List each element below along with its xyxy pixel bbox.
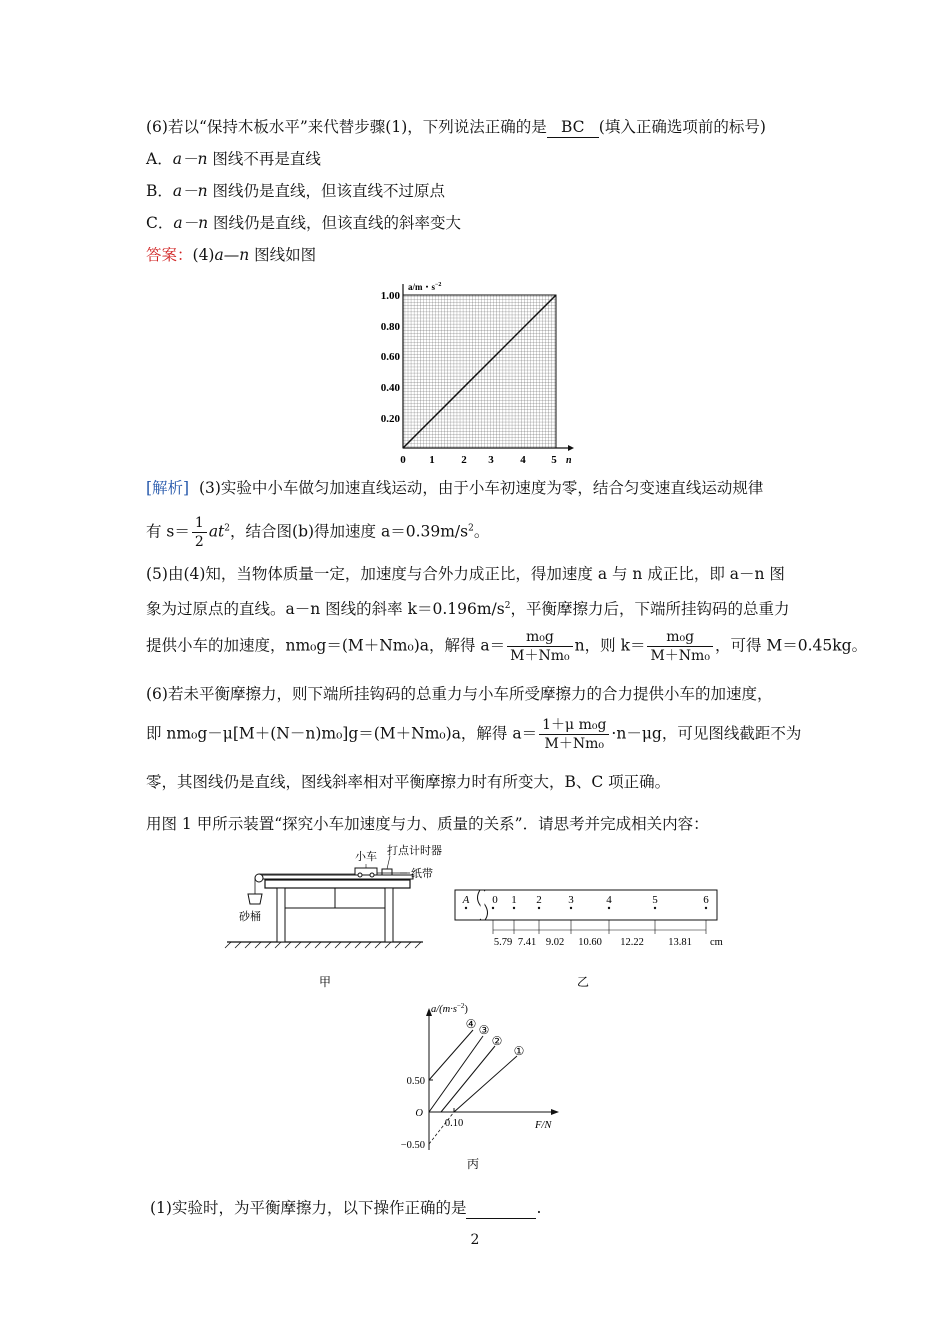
distance-label: 12.22 (620, 937, 644, 948)
y-tick: 0.50 (406, 1076, 425, 1087)
origin-label: O (415, 1108, 423, 1119)
option-b: B．a－n 图线仍是直线，但该直线不过原点 (146, 182, 446, 200)
answer-blank-q1[interactable] (466, 1198, 536, 1219)
a-f-graph (385, 1002, 570, 1174)
y-tick: 0.80 (380, 321, 400, 333)
analysis-p3c: 零，其图线仍是直线，图线斜率相对平衡摩擦力时有所变大，B、C 项正确。 (146, 773, 671, 791)
timer (382, 869, 392, 875)
caption-bing: 丙 (466, 1157, 480, 1171)
line-label: ② (491, 1034, 503, 1048)
line-4 (429, 1030, 473, 1080)
bucket (248, 894, 262, 904)
y-tick: −0.50 (400, 1140, 425, 1151)
tape-point: 0 (492, 894, 498, 906)
page-number: 2 (470, 1232, 480, 1248)
distance-unit: cm (710, 937, 723, 948)
x-axis-label: F/N (535, 1120, 552, 1131)
table-top (265, 880, 410, 888)
tape-point: 2 (536, 894, 542, 906)
intro-text: 用图 1 甲所示装置“探究小车加速度与力、质量的关系”．请思考并完成相关内容： (146, 815, 709, 833)
line-label: ④ (465, 1017, 477, 1031)
distance-label: 10.60 (578, 937, 602, 948)
tape-label: 纸带 (411, 868, 433, 880)
analysis-label: [解析] (146, 479, 190, 497)
distance-label: 13.81 (668, 937, 692, 948)
line-3 (429, 1036, 483, 1112)
analysis-p2b: 象为过原点的直线。a－n 图线的斜率 $k=0.196m/s^2$，平衡摩擦力后，下端所挂钩码的总重力 (146, 600, 790, 619)
tape-figure (452, 882, 732, 992)
x-tick: 0 (400, 454, 406, 466)
analysis-p3a: (6)若未平衡摩擦力，则下端所挂钩码的总重力与小车所受摩擦力的合力提供小车的加速度， (146, 685, 773, 703)
x-tick: 2 (461, 454, 467, 466)
x-axis-label: n (566, 455, 572, 466)
option-a: A．a－n 图线不再是直线 (146, 150, 321, 168)
timer-label: 打点计时器 (387, 845, 442, 857)
distance-label: 7.41 (517, 937, 537, 948)
caption-yi: 乙 (576, 975, 590, 989)
answer-line: 答案：(4)a—n 图线如图 (146, 246, 317, 264)
x-tick: 1 (429, 454, 435, 466)
answer-blank: BC (547, 117, 599, 138)
x-tick: 4 (520, 454, 526, 466)
option-c: C．a－n 图线仍是直线，但该直线的斜率变大 (146, 214, 462, 232)
question-1: (1)实验时，为平衡摩擦力，以下操作正确的是 . (150, 1199, 542, 1217)
line-2 (441, 1046, 495, 1112)
tape-start-label: A (462, 894, 470, 906)
y-tick: 0.20 (380, 413, 400, 425)
analysis-p2c: 提供小车的加速度，nm₀g＝(M＋Nm₀)a，解得 a＝ $\frac{\text{m₀g}}{\text{M＋Nm₀}}$ n，则 k＝ $\frac{\text{m₀g}}{\text{M＋Nm₀}}$ ，可得 M＝0.45kg。 (146, 629, 868, 664)
y-axis-label: a/m・$s^{-2}$ (408, 282, 442, 292)
analysis-p2a: (5)由(4)知，当物体质量一定，加速度与合外力成正比，得加速度 a 与 n 成正比，即 a－n 图 (146, 565, 785, 583)
cart-label: 小车 (355, 851, 377, 863)
tape-point: 4 (606, 894, 612, 906)
tape-point: 5 (652, 894, 658, 906)
tape-point: 1 (511, 894, 517, 906)
x-tick: 0.10 (444, 1118, 464, 1129)
x-tick: 5 (551, 454, 557, 466)
bucket-label: 砂桶 (239, 911, 261, 923)
apparatus-figure (225, 842, 442, 992)
tape-point: 3 (568, 894, 574, 906)
a-n-graph (368, 278, 583, 470)
distance-label: 9.02 (545, 937, 565, 948)
line-label: ③ (478, 1023, 490, 1037)
y-tick: 0.60 (380, 351, 400, 363)
y-axis-label: $a/(m\cdot s^{-2})$ (431, 1002, 468, 1015)
analysis-p3b: 即 nm₀g－μ[M＋(N－n)m₀]g＝(M＋Nm₀)a，解得 a＝ $\frac{\text{1＋μ m₀g}}{\text{M＋Nm₀}}$ ·n－μg，可见图线截距不为 (146, 717, 802, 752)
caption-jia: 甲 (318, 975, 332, 989)
question-6: (6)若以“保持木板水平”来代替步骤(1)，下列说法正确的是 BC (填入正确选项前的标号) (146, 118, 766, 136)
x-tick: 3 (488, 454, 494, 466)
line-label: ① (513, 1044, 525, 1058)
analysis-p1: [解析] (3)实验中小车做匀加速直线运动，由于小车初速度为零，结合匀变速直线运动规律 (146, 479, 764, 497)
analysis-p1b: 有 s＝ $\frac{1}{2}$ $at^2$，结合图(b)得加速度 $a=0.39m/s^2$。 (146, 515, 490, 550)
answer-label: 答案： (146, 246, 193, 264)
distance-label: 5.79 (493, 937, 513, 948)
y-tick: 0.40 (380, 382, 400, 394)
tape-point: 6 (703, 894, 709, 906)
y-tick: 1.00 (380, 290, 400, 302)
